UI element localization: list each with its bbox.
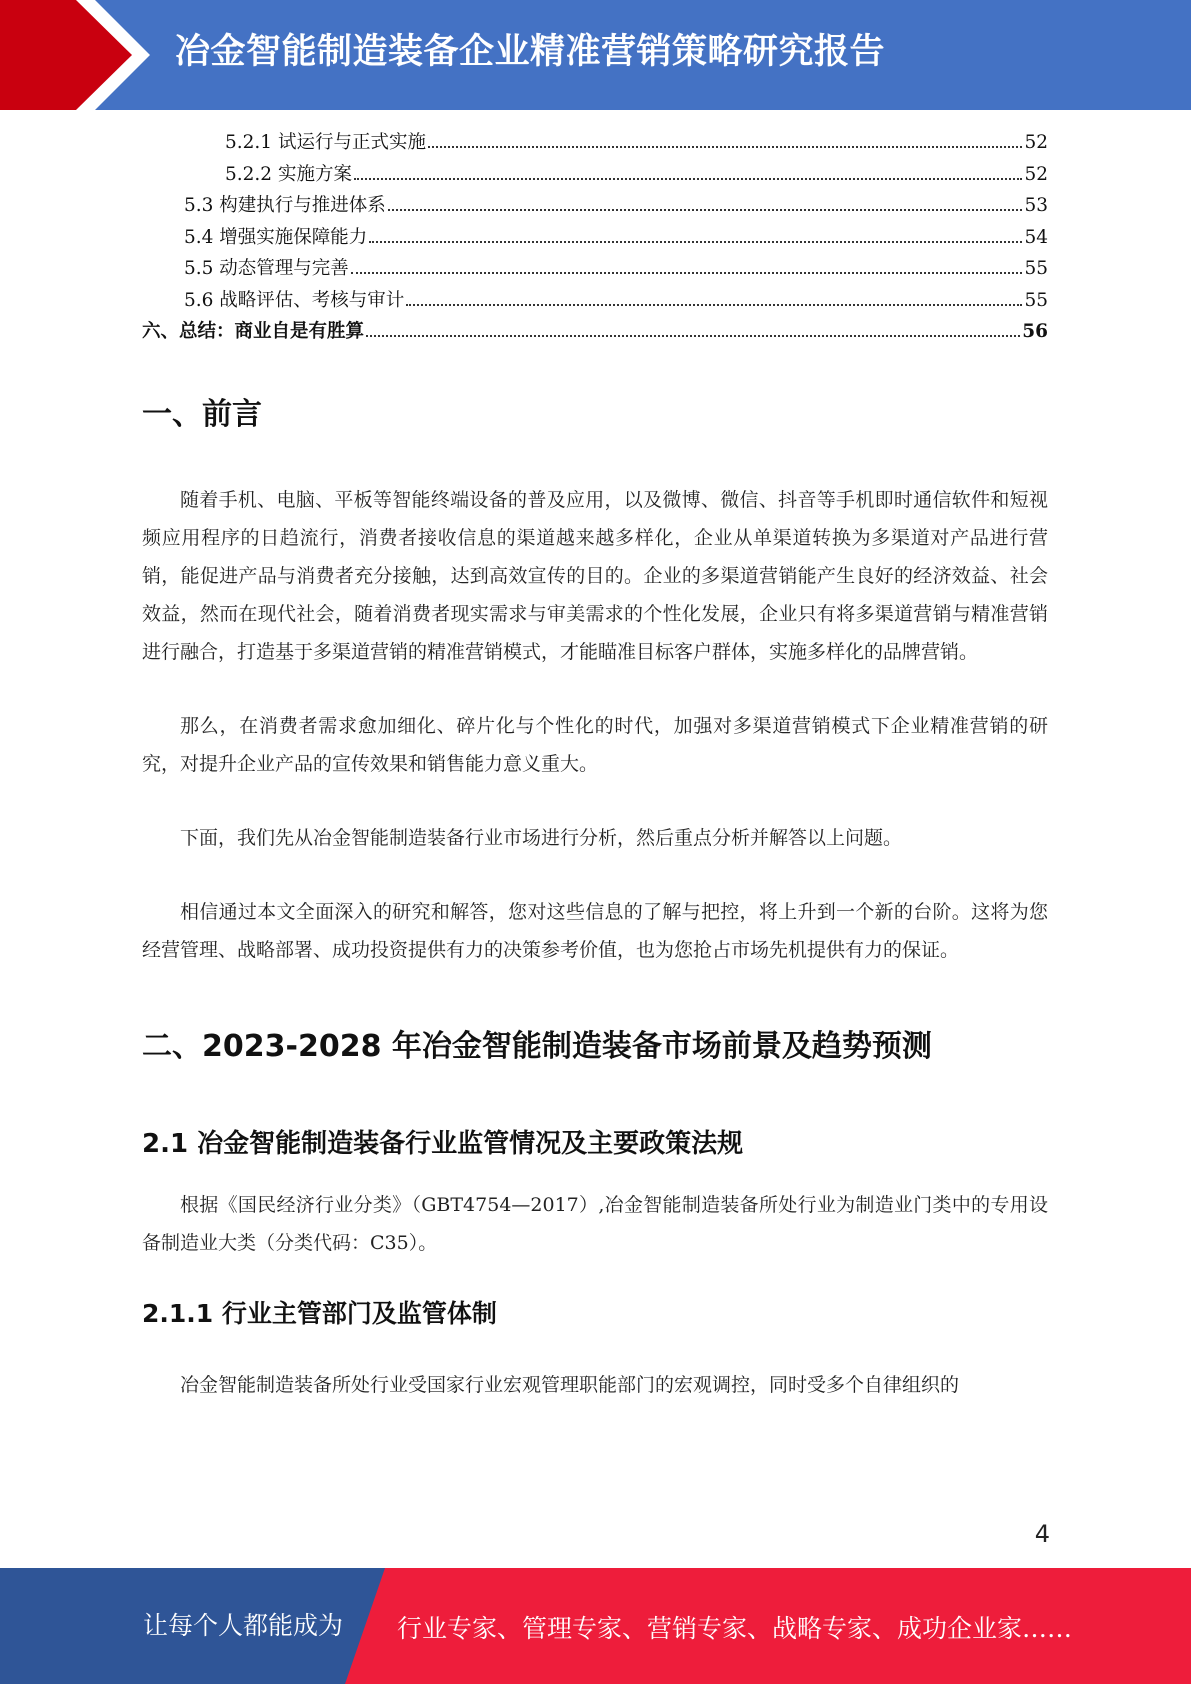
toc-leader-dots xyxy=(366,335,1020,337)
table-of-contents xyxy=(142,128,1048,349)
footer-slogan-left: 让每个人都能成为 xyxy=(143,1611,344,1640)
body-paragraph: 下面，我们先从冶金智能制造装备行业市场进行分析，然后重点分析并解答以上问题。 xyxy=(180,826,903,849)
toc-entry-title: 5.6 战略评估、考核与审计 xyxy=(184,289,405,311)
subsection-heading-regulation: 2.1 冶金智能制造装备行业监管情况及主要政策法规 xyxy=(142,1128,744,1159)
toc-entry-title: 5.2.1 试运行与正式实施 xyxy=(225,132,426,153)
toc-entry-page: 52 xyxy=(1024,163,1048,185)
section-heading-preface: 一、前言 xyxy=(142,396,262,432)
toc-entry-title: 5.3 构建执行与推进体系 xyxy=(184,195,386,216)
body-paragraph: 随着手机、电脑、平板等智能终端设备的普及应用，以及微博、微信、抖音等手机即时通信软件和短视频应用程序的日趋流行，消费者接收信息的渠道越来越多样化，企业从单渠道转换为多渠道对产品进行营销，能促进产品与消费者充分接触，达到高效宣传的目的。企业的多渠道营销能产生良好的经济效益、社会效益，然而在现代社会，随着消费者现实需求与审美需求的个性化发展，企业只有将多渠道营销与精准营销进行融合，打造基于多渠道营销的精准营销模式，才能瞄准目标客户群体，实施多样化的品牌营销。 xyxy=(142,488,1048,663)
header-arrow-decoration xyxy=(0,0,140,110)
report-title: 冶金智能制造装备企业精准营销策略研究报告 xyxy=(175,32,886,72)
footer-slogan-right: 行业专家、管理专家、营销专家、战略专家、成功企业家…… xyxy=(397,1614,1073,1643)
toc-entry[interactable] xyxy=(142,223,1048,255)
toc-entry-page: 54 xyxy=(1024,226,1048,248)
toc-entry-page: 56 xyxy=(1022,321,1048,342)
toc-entry[interactable] xyxy=(142,128,1048,160)
toc-entry[interactable] xyxy=(142,286,1048,318)
toc-entry[interactable] xyxy=(142,160,1048,192)
toc-entry-page: 52 xyxy=(1024,132,1048,153)
subsection-heading-authorities: 2.1.1 行业主管部门及监管体制 xyxy=(142,1298,497,1328)
page-number: 4 xyxy=(1034,1520,1050,1548)
body-paragraph: 相信通过本文全面深入的研究和解答，您对这些信息的了解与把控，将上升到一个新的台阶。这将为您经营管理、战略部署、成功投资提供有力的决策参考价值，也为您抢占市场先机提供有力的保证。 xyxy=(142,900,1048,961)
toc-leader-dots xyxy=(406,304,1022,306)
toc-entry-title: 六、总结：商业自是有胜算 xyxy=(142,321,365,342)
page-content xyxy=(142,128,1048,1404)
toc-leader-dots xyxy=(354,178,1023,180)
toc-entry-title: 5.4 增强实施保障能力 xyxy=(184,226,368,248)
page-header xyxy=(0,0,1191,110)
toc-leader-dots xyxy=(428,146,1022,148)
toc-entry[interactable] xyxy=(142,254,1048,286)
body-paragraph: 冶金智能制造装备所处行业受国家行业宏观管理职能部门的宏观调控，同时受多个自律组织的 xyxy=(180,1373,960,1396)
page-footer xyxy=(0,1568,1191,1684)
toc-entry-title: 5.2.2 实施方案 xyxy=(225,163,352,185)
toc-entry-page: 53 xyxy=(1024,195,1048,216)
body-paragraph: 那么，在消费者需求愈加细化、碎片化与个性化的时代，加强对多渠道营销模式下企业精准营销的研究，对提升企业产品的宣传效果和销售能力意义重大。 xyxy=(142,714,1048,775)
toc-entry-page: 55 xyxy=(1024,289,1048,311)
toc-entry[interactable] xyxy=(142,191,1048,223)
toc-entry[interactable] xyxy=(142,317,1048,349)
toc-leader-dots xyxy=(388,209,1023,211)
toc-leader-dots xyxy=(369,241,1022,243)
body-paragraph: 根据《国民经济行业分类》（GBT4754—2017）,冶金智能制造装备所处行业为制造业门类中的专用设备制造业大类（分类代码：C35）。 xyxy=(142,1193,1048,1254)
section-heading-market-forecast: 二、2023-2028 年冶金智能制造装备市场前景及趋势预测 xyxy=(142,1028,932,1064)
toc-entry-page: 55 xyxy=(1024,258,1048,279)
toc-leader-dots xyxy=(351,272,1023,274)
toc-entry-title: 5.5 动态管理与完善 xyxy=(184,258,349,279)
